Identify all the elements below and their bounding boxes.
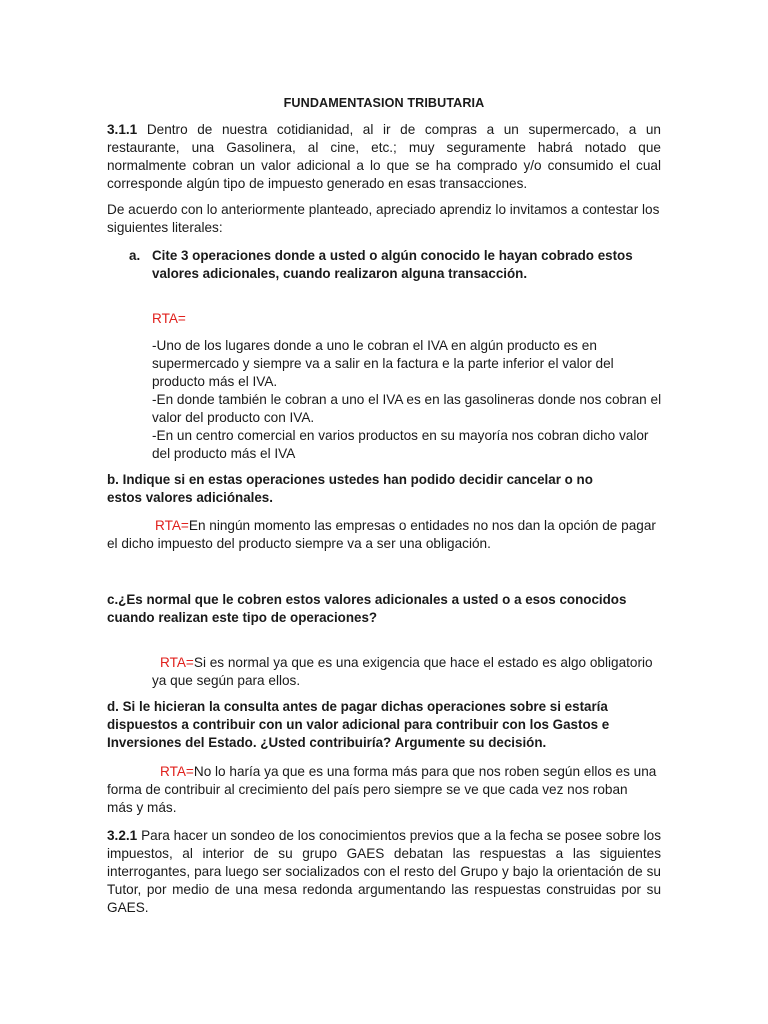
question-d-answer: No lo haría ya que es una forma más para que nos roben según ellos es una forma de contribuir al crecimiento del país pero siempre se ve que cada vez nos roban más y más.: [107, 764, 657, 815]
question-b-text: b. Indique si en estas operaciones ustedes han podido decidir cancelar o no estos valores adiciónales.: [107, 472, 593, 505]
question-c-rta-label: RTA=: [160, 655, 194, 670]
section-311-number: 3.1.1: [107, 122, 138, 137]
question-a-answer-line-3: -En un centro comercial en varios productos en su mayoría nos cobran dicho valor del producto más el IVA: [152, 428, 649, 461]
section-311-text: Dentro de nuestra cotidianidad, al ir de compras a un supermercado, a un restaurante, una Gasolinera, al cine, etc.; muy seguramente habrá notado que normalmente cobran un valor adicional a lo que se ha comprado y/o consumido el cual corresponde algún tipo de impuesto generado en esas transacciones.: [107, 122, 661, 191]
document-title: FUNDAMENTASION TRIBUTARIA: [283, 96, 485, 110]
question-a-rta-label: RTA=: [152, 311, 186, 326]
intro-paragraph: De acuerdo con lo anteriormente planteado, apreciado aprendiz lo invitamos a contestar los siguientes literales:: [107, 202, 660, 235]
section-311-paragraph: [107, 121, 661, 193]
question-c-text: c.¿Es normal que le cobren estos valores adicionales a usted o a esos conocidos cuando realizan este tipo de operaciones?: [107, 592, 627, 625]
question-b-rta-label: RTA=: [155, 518, 189, 533]
section-321-number: 3.2.1: [107, 828, 138, 843]
question-a-answer-line-1: -Uno de los lugares donde a uno le cobran el IVA en algún producto es en supermercado y siempre va a salir en la factura e la parte inferior el valor del producto más el IVA.: [152, 338, 614, 389]
question-b-answer: En ningún momento las empresas o entidades no nos dan la opción de pagar el dicho impuesto del producto siempre va a ser una obligación.: [107, 518, 656, 551]
question-d-answer-paragraph: [107, 763, 657, 817]
question-c-answer: Si es normal ya que es una exigencia que hace el estado es algo obligatorio ya que según para ellos.: [152, 655, 653, 688]
question-a-text: Cite 3 operaciones donde a usted o algún conocido le hayan cobrado estos valores adicionales, cuando realizaron alguna transacción.: [152, 248, 633, 281]
question-a-answer: [152, 337, 662, 463]
question-a-letter: a.: [129, 248, 141, 263]
question-c-answer-paragraph: [152, 654, 657, 690]
question-b-answer-paragraph: [107, 517, 662, 553]
question-a: [129, 247, 653, 283]
question-d-text: d. Si le hicieran la consulta antes de pagar dichas operaciones sobre si estaría dispuestos a contribuir con un valor adicional para contribuir con los Gastos e Inversiones del Estado. ¿Usted contribuiría? Argumente su decisión.: [107, 699, 610, 750]
question-d-rta-label: RTA=: [160, 764, 194, 779]
section-321-text: Para hacer un sondeo de los conocimientos previos que a la fecha se posee sobre los impuestos, al interior de su grupo GAES debatan las respuestas a las siguientes interrogantes, para luego ser socializados con el resto del Grupo y bajo la orientación de su Tutor, por medio de una mesa redonda argumentando las respuestas construidas por su GAES.: [107, 828, 661, 915]
question-a-answer-line-2: -En donde también le cobran a uno el IVA es en las gasolineras donde nos cobran el valor del producto con IVA.: [152, 392, 662, 425]
section-321-paragraph: [107, 827, 661, 917]
